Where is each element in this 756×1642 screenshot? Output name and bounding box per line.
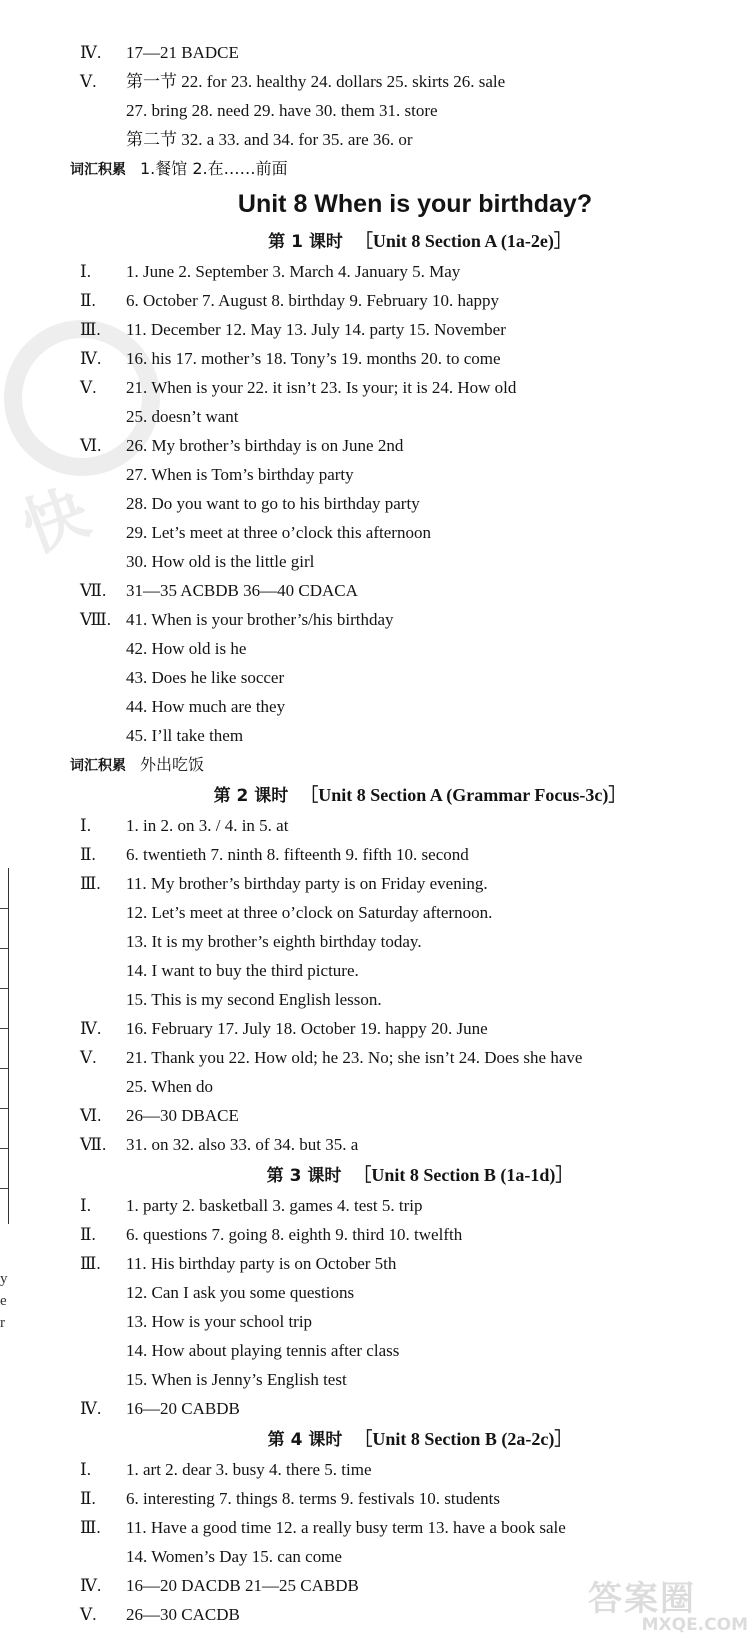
vocab-text: 1.餐馆 2.在……前面 bbox=[140, 159, 288, 178]
answer-line: Ⅴ. 第一节 22. for 23. healthy 24. dollars 25. skirts 26. sale bbox=[80, 72, 506, 91]
answer-line: 25. When do bbox=[126, 1077, 214, 1096]
answer-line: Ⅰ. 1. June 2. September 3. March 4. January 5. May bbox=[80, 262, 461, 281]
vocab-line bbox=[70, 750, 720, 779]
lesson-heading: ［Unit 8 Section A (1a-2e)］ bbox=[354, 231, 572, 251]
lesson-4-section bbox=[80, 1423, 730, 1629]
unit-title: Unit 8 When is your birthday? bbox=[237, 190, 593, 218]
adjacent-letter: r bbox=[0, 1315, 5, 1331]
answer-line: 14. How about playing tennis after class bbox=[126, 1341, 400, 1360]
answer-line: 27. When is Tom’s birthday party bbox=[126, 465, 354, 484]
vocab-text: 外出吃饭 bbox=[140, 755, 205, 774]
answer-line: Ⅲ. 11. December 12. May 13. July 14. party 15. November bbox=[80, 320, 506, 339]
lesson-number: 第 1 课时 bbox=[268, 232, 343, 252]
answer-line: 29. Let’s meet at three o’clock this afternoon bbox=[126, 523, 431, 542]
lesson-heading: ［Unit 8 Section A (Grammar Focus-3c)］ bbox=[300, 785, 627, 805]
lesson-title bbox=[80, 1159, 730, 1191]
answer-line: Ⅲ. 11. Have a good time 12. a really busy term 13. have a book sale bbox=[80, 1518, 566, 1537]
answer-line: Ⅷ. 41. When is your brother’s/his birthday bbox=[80, 610, 394, 629]
answer-line: 25. doesn’t want bbox=[126, 407, 239, 426]
answer-line: Ⅴ. 21. Thank you 22. How old; he 23. No; she isn’t 24. Does she have bbox=[80, 1048, 583, 1067]
answer-line: Ⅱ. 6. twentieth 7. ninth 8. fifteenth 9. fifth 10. second bbox=[80, 845, 469, 864]
answer-line: 15. This is my second English lesson. bbox=[126, 990, 382, 1009]
vocab-line bbox=[70, 154, 720, 183]
answer-line: Ⅰ. 1. in 2. on 3. / 4. in 5. at bbox=[80, 816, 289, 835]
vocab-label: 词汇积累 bbox=[70, 162, 126, 178]
answer-line: 27. bring 28. need 29. have 30. them 31. store bbox=[126, 101, 438, 120]
answer-line: Ⅳ. 16. his 17. mother’s 18. Tony’s 19. months 20. to come bbox=[80, 349, 501, 368]
answer-line: Ⅱ. 6. interesting 7. things 8. terms 9. festivals 10. students bbox=[80, 1489, 500, 1508]
adjacent-page-text bbox=[0, 1268, 8, 1334]
lesson-heading: ［Unit 8 Section B (1a-1d)］ bbox=[353, 1165, 574, 1185]
lesson-number: 第 4 课时 bbox=[267, 1430, 343, 1450]
lesson-title bbox=[80, 1423, 730, 1455]
answer-line: 14. I want to buy the third picture. bbox=[126, 961, 359, 980]
answer-line: Ⅳ. 16—20 CABDB bbox=[80, 1399, 240, 1418]
answer-line: Ⅳ. 16. February 17. July 18. October 19. happy 20. June bbox=[80, 1019, 488, 1038]
answer-line: 12. Let’s meet at three o’clock on Saturday afternoon. bbox=[126, 903, 493, 922]
lesson-title bbox=[80, 225, 730, 257]
answer-line: 45. I’ll take them bbox=[126, 726, 244, 745]
answer-line: Ⅱ. 6. October 7. August 8. birthday 9. February 10. happy bbox=[80, 291, 499, 310]
answer-line: Ⅱ. 6. questions 7. going 8. eighth 9. third 10. twelfth bbox=[80, 1225, 463, 1244]
adjacent-page-table-edge bbox=[0, 868, 9, 1224]
lesson-2-section bbox=[80, 779, 730, 1159]
lesson-number: 第 2 课时 bbox=[213, 786, 289, 806]
answer-line: 13. It is my brother’s eighth birthday today. bbox=[126, 932, 422, 951]
lesson-title bbox=[80, 779, 730, 811]
answer-line: 28. Do you want to go to his birthday party bbox=[126, 494, 420, 513]
answer-line: 12. Can I ask you some questions bbox=[126, 1283, 355, 1302]
previous-unit-answers bbox=[70, 38, 730, 183]
vocab-label: 词汇积累 bbox=[70, 758, 126, 774]
lesson-heading: ［Unit 8 Section B (2a-2c)］ bbox=[354, 1429, 573, 1449]
lesson-number: 第 3 课时 bbox=[266, 1166, 342, 1186]
answer-line: Ⅲ. 11. My brother’s birthday party is on Friday evening. bbox=[80, 874, 488, 893]
answer-line: Ⅴ. 26—30 CACDB bbox=[80, 1605, 240, 1624]
answer-line: Ⅰ. 1. art 2. dear 3. busy 4. there 5. time bbox=[80, 1460, 372, 1479]
answer-line: 14. Women’s Day 15. can come bbox=[126, 1547, 342, 1566]
lesson-3-section bbox=[80, 1159, 730, 1423]
answer-line: 第二节 32. a 33. and 34. for 35. are 36. or bbox=[126, 130, 413, 149]
watermark-glyph: 快 bbox=[13, 475, 99, 568]
answer-line: Ⅲ. 11. His birthday party is on October 5th bbox=[80, 1254, 397, 1273]
answer-line: Ⅰ. 1. party 2. basketball 3. games 4. test 5. trip bbox=[80, 1196, 423, 1215]
answer-line: Ⅴ. 21. When is your 22. it isn’t 23. Is your; it is 24. How old bbox=[80, 378, 517, 397]
answer-line: Ⅳ. 16—20 DACDB 21—25 CABDB bbox=[80, 1576, 359, 1595]
answer-line: 30. How old is the little girl bbox=[126, 552, 315, 571]
answer-line: Ⅵ. 26. My brother’s birthday is on June 2nd bbox=[80, 436, 404, 455]
answer-line: 42. How old is he bbox=[126, 639, 247, 658]
logo-domain: MXQE.COM bbox=[641, 1615, 748, 1635]
answer-line: 43. Does he like soccer bbox=[126, 668, 285, 687]
answer-line: 44. How much are they bbox=[126, 697, 286, 716]
answer-line: Ⅶ. 31—35 ACBDB 36—40 CDACA bbox=[80, 581, 358, 600]
answer-content bbox=[70, 38, 730, 1629]
answer-line: Ⅳ. 17—21 BADCE bbox=[80, 43, 239, 62]
answer-line: Ⅶ. 31. on 32. also 33. of 34. but 35. a bbox=[80, 1135, 359, 1154]
answer-line: 15. When is Jenny’s English test bbox=[126, 1370, 347, 1389]
logo-text: 答案圈 bbox=[588, 1579, 696, 1619]
adjacent-letter: e bbox=[0, 1293, 7, 1309]
answer-line: Ⅵ. 26—30 DBACE bbox=[80, 1106, 239, 1125]
lesson-1-section bbox=[70, 225, 730, 779]
adjacent-letter: y bbox=[0, 1271, 8, 1287]
answer-line: 13. How is your school trip bbox=[126, 1312, 313, 1331]
